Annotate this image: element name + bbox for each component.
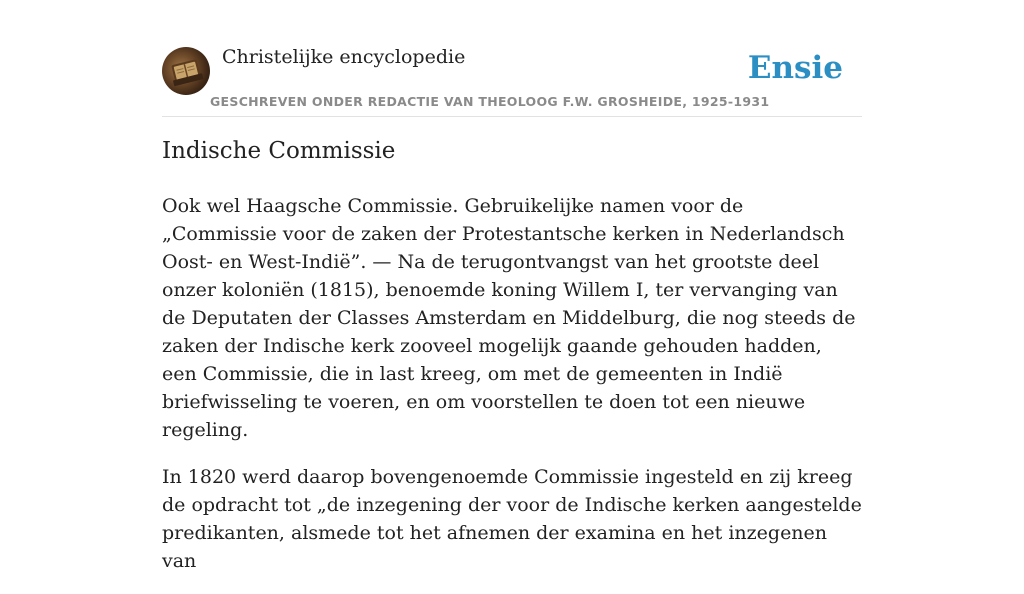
book-icon-graphic	[162, 47, 210, 95]
brand-logo[interactable]: Ensie	[747, 50, 843, 86]
article-body	[162, 192, 862, 594]
site-header	[162, 40, 862, 117]
article-paragraph: In 1820 werd daarop bovengenoemde Commissie ingesteld en zij kreeg de opdracht tot „de inzegening der voor de Indische kerken aangestelde predikanten, alsmede tot het afnemen der examina en het inzegenen van	[162, 466, 862, 572]
article-title: Indische Commissie	[162, 138, 396, 164]
book-icon[interactable]	[162, 47, 210, 95]
site-subtitle: GESCHREVEN ONDER REDACTIE VAN THEOLOOG F.W. GROSHEIDE, 1925-1931	[210, 94, 770, 109]
article-paragraph: Ook wel Haagsche Commissie. Gebruikelijke namen voor de „Commissie voor de zaken der Protestantsche kerken in Nederlandsch Oost- en West-Indië”. — Na de terugontvangst van het grootste deel onzer koloniën (1815), benoemde koning Willem I, ter vervanging van de Deputaten der Classes Amsterdam en Middelburg, die nog steeds de zaken der Indische kerk zooveel mogelijk gaande gehouden hadden, een Commissie, die in last kreeg, om met de gemeenten in Indië briefwisseling te voeren, en om voorstellen te doen tot een nieuwe regeling.	[162, 195, 856, 441]
site-title[interactable]: Christelijke encyclopedie	[222, 46, 466, 68]
